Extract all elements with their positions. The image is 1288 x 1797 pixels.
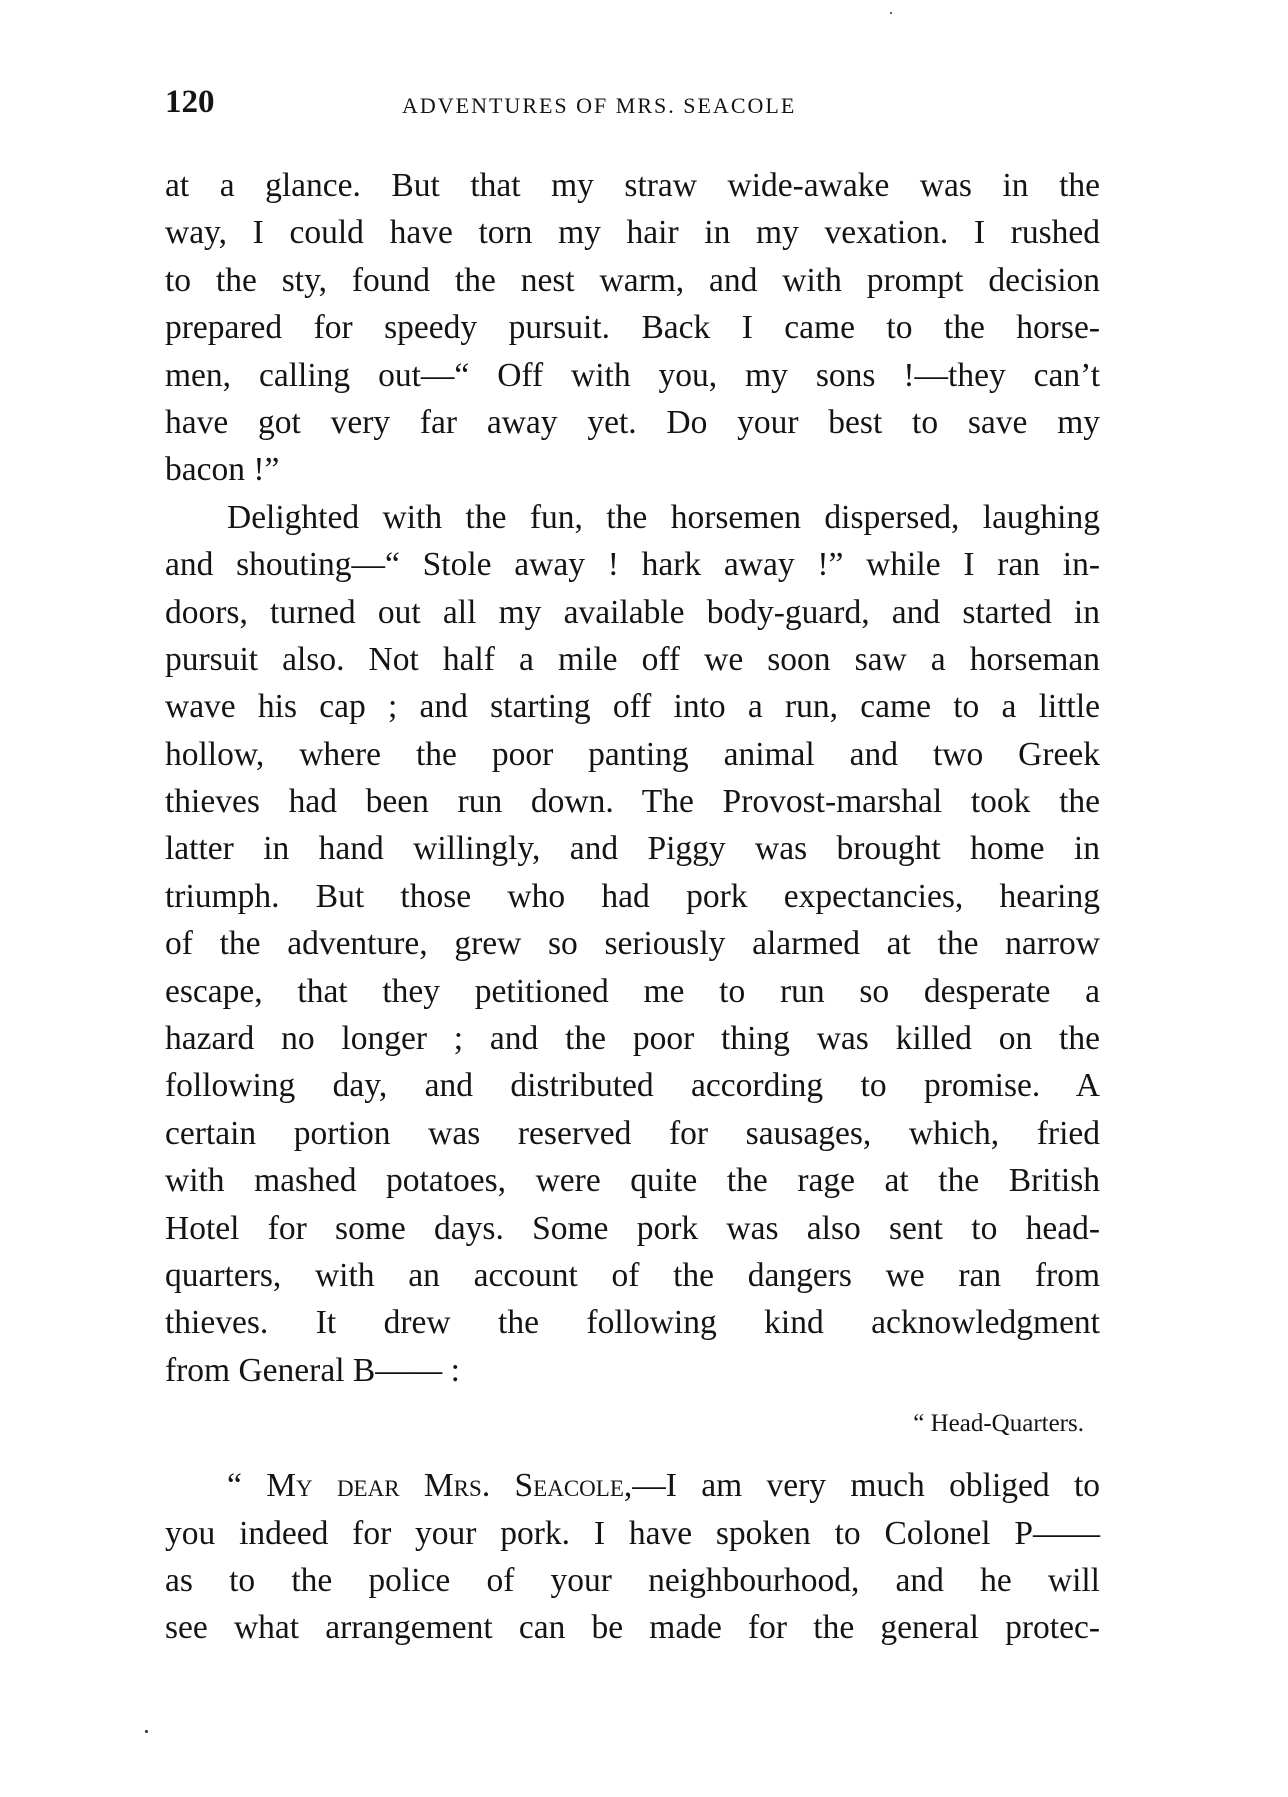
text-line: as to the police of your neighbourhood, and he will [165, 1561, 1100, 1599]
paper-speck [145, 1730, 148, 1733]
text-line: certain portion was reserved for sausages, which, fried [165, 1114, 1100, 1152]
text-line: pursuit also. Not half a mile off we soon saw a horseman [165, 640, 1100, 678]
text-line: see what arrangement can be made for the general protec- [165, 1609, 1100, 1647]
text-line: men, calling out—“ Off with you, my sons !—they can’t [165, 356, 1100, 394]
letter-first-line [165, 1462, 1100, 1509]
text-line: following day, and distributed according to promise. A [165, 1067, 1100, 1105]
text-line: doors, turned out all my available body-guard, and started in [165, 593, 1100, 631]
text-line: bacon !” [165, 451, 280, 489]
body-text [165, 162, 1100, 1652]
text-line: of the adventure, grew so seriously alarmed at the narrow [165, 925, 1100, 963]
running-title: ADVENTURES OF MRS. SEACOLE [402, 93, 797, 118]
text-line: have got very far away yet. Do your best to save my [165, 403, 1100, 441]
paper-speck [890, 12, 892, 14]
text-line: triumph. But those who had pork expectancies, hearing [165, 877, 1100, 915]
letter-heading: “ Head-Quarters. [913, 1410, 1084, 1438]
letter [165, 1394, 1100, 1652]
text-line: Hotel for some days. Some pork was also sent to head- [165, 1209, 1100, 1247]
text-line: way, I could have torn my hair in my vexation. I rushed [165, 214, 1100, 252]
open-quote: “ [227, 1467, 267, 1505]
text-line: you indeed for your pork. I have spoken to Colonel P—— [165, 1514, 1100, 1552]
text-line: wave his cap ; and starting off into a run, came to a little [165, 688, 1100, 726]
text-line: thieves. It drew the following kind acknowledgment [165, 1304, 1100, 1342]
letter-salutation: My dear Mrs. Seacole, [266, 1467, 633, 1505]
paragraph-1 [165, 162, 1100, 494]
text-line: with mashed potatoes, were quite the rage at the British [165, 1162, 1100, 1200]
text-line: escape, that they petitioned me to run so desperate a [165, 972, 1100, 1010]
text-line: hazard no longer ; and the poor thing was killed on the [165, 1020, 1100, 1058]
text-line: thieves had been run down. The Provost-marshal took the [165, 783, 1100, 821]
text-line: latter in hand willingly, and Piggy was brought home in [165, 830, 1100, 868]
text-line: prepared for speedy pursuit. Back I came to the horse- [165, 309, 1100, 347]
letter-first-line-rest: —I am very much obliged to [632, 1467, 1101, 1505]
text-line: hollow, where the poor panting animal and two Greek [165, 735, 1100, 773]
text-line: at a glance. But that my straw wide-awake was in the [165, 167, 1100, 204]
text-line: Delighted with the fun, the horsemen dispersed, laughing [227, 498, 1100, 536]
page-number: 120 [165, 84, 215, 120]
page-header [165, 82, 1105, 142]
text-line: to the sty, found the nest warm, and with prompt decision [165, 261, 1100, 299]
paragraph-2 [165, 494, 1100, 1394]
text-line: and shouting—“ Stole away ! hark away !” while I ran in- [165, 546, 1100, 584]
text-line: quarters, with an account of the dangers we ran from [165, 1256, 1100, 1294]
text-line: from General B—— : [165, 1351, 460, 1389]
